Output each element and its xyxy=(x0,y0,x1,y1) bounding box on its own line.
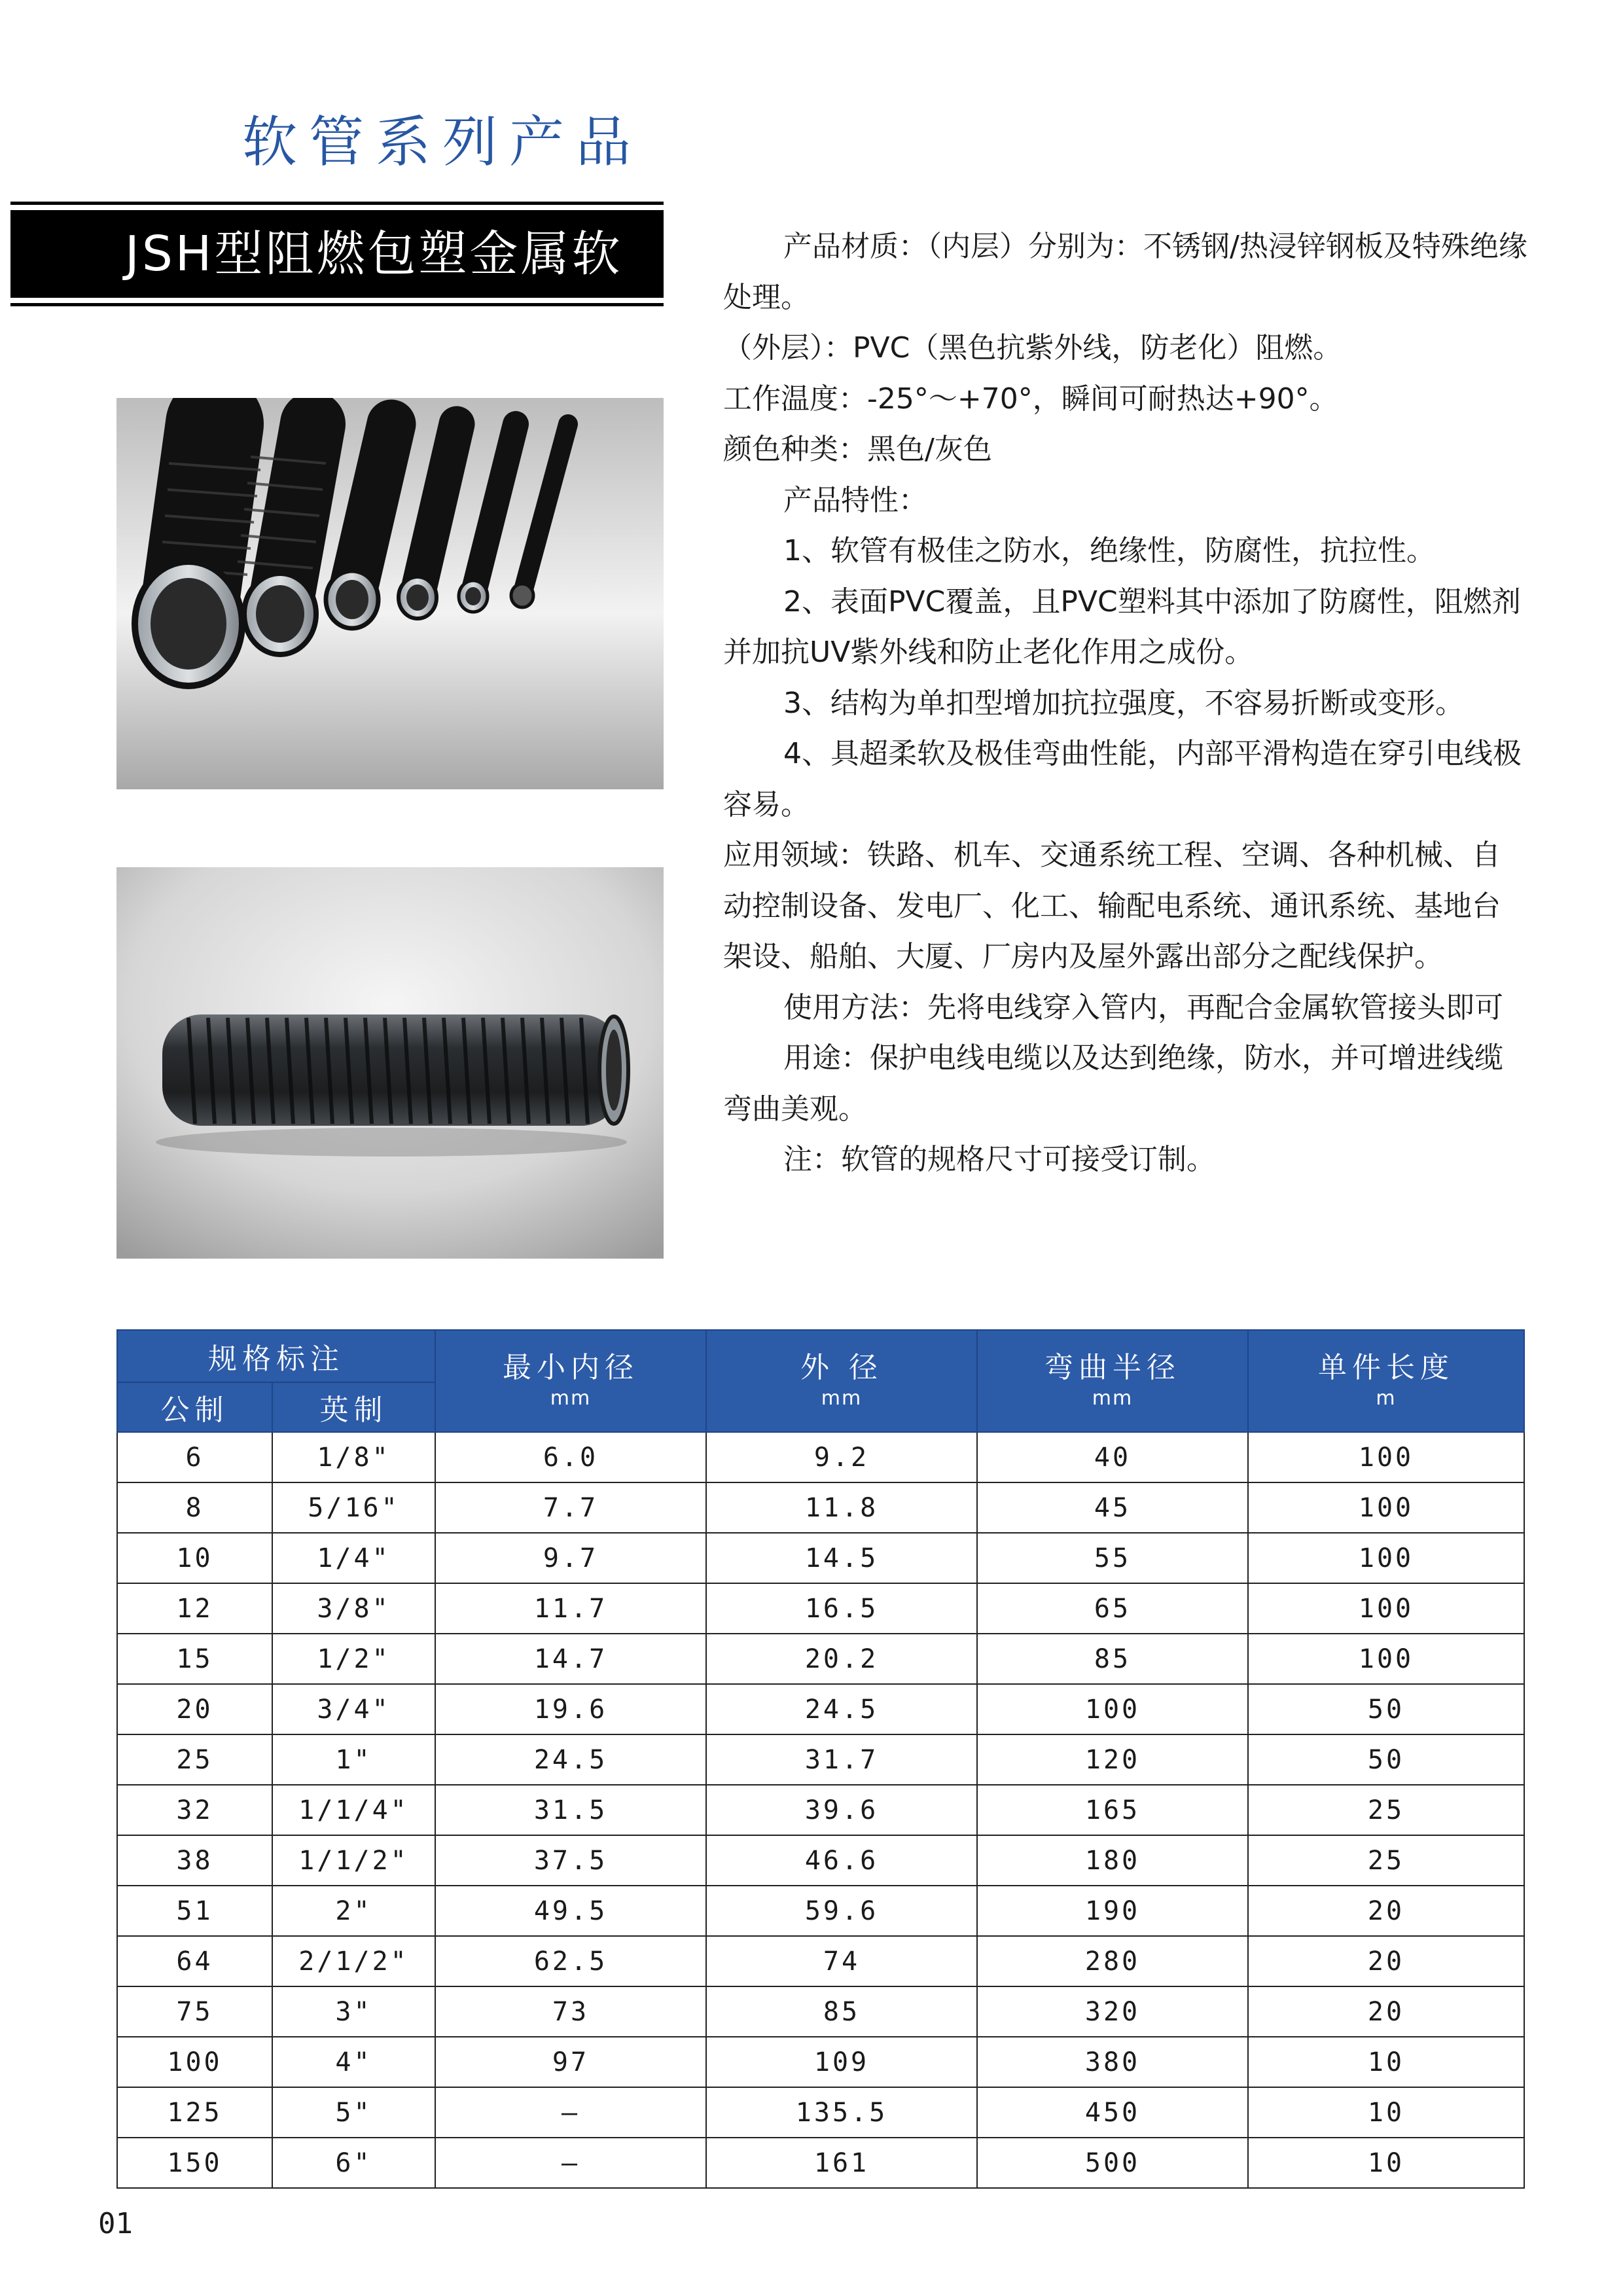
table-row xyxy=(117,2087,1524,2138)
cell-min-inner: 6.0 xyxy=(435,1432,706,1482)
cell-length: 25 xyxy=(1248,1835,1524,1886)
cell-metric: 150 xyxy=(117,2138,272,2188)
table-row xyxy=(117,1734,1524,1785)
cell-outer: 9.2 xyxy=(706,1432,977,1482)
cell-imperial: 1/4" xyxy=(272,1533,435,1583)
desc-material: 产品材质：（内层）分别为：不锈钢/热浸锌钢板及特殊绝缘处理。 xyxy=(723,230,1527,314)
header-imperial: 英制 xyxy=(272,1382,435,1432)
table-row xyxy=(117,1634,1524,1684)
desc-outer-layer: （外层）：PVC（黑色抗紫外线，防老化）阻燃。 xyxy=(723,331,1342,365)
header-outer: 外 径 mm xyxy=(706,1330,977,1432)
table-row xyxy=(117,1482,1524,1533)
cell-min-inner: 11.7 xyxy=(435,1583,706,1634)
cell-bend: 320 xyxy=(977,1986,1248,2037)
desc-note: 注：软管的规格尺寸可接受订制。 xyxy=(783,1143,1215,1176)
cell-metric: 32 xyxy=(117,1785,272,1835)
cell-length: 100 xyxy=(1248,1634,1524,1684)
cell-imperial: 3" xyxy=(272,1986,435,2037)
desc-feature-2: 2、表面PVC覆盖，且PVC塑料其中添加了防腐性，阻燃剂并加抗UV紫外线和防止老化作用之成份。 xyxy=(723,584,1521,669)
cell-outer: 14.5 xyxy=(706,1533,977,1583)
desc-color: 颜色种类：黑色/灰色 xyxy=(723,433,992,466)
cell-min-inner: 19.6 xyxy=(435,1684,706,1734)
cell-bend: 165 xyxy=(977,1785,1248,1835)
product-description xyxy=(723,221,1528,1185)
desc-feature-1: 1、软管有极佳之防水，绝缘性，防腐性，抗拉性。 xyxy=(783,534,1435,567)
cell-imperial: 5" xyxy=(272,2087,435,2138)
table-row xyxy=(117,1684,1524,1734)
table-row xyxy=(117,2037,1524,2087)
cell-outer: 85 xyxy=(706,1986,977,2037)
cell-metric: 12 xyxy=(117,1583,272,1634)
header-min-inner: 最小内径 mm xyxy=(435,1330,706,1432)
header-metric: 公制 xyxy=(117,1382,272,1432)
product-title: JSH型阻燃包塑金属软管 xyxy=(10,210,664,298)
desc-features-title: 产品特性： xyxy=(783,483,927,517)
cell-imperial: 1/8" xyxy=(272,1432,435,1482)
cell-min-inner: 37.5 xyxy=(435,1835,706,1886)
desc-feature-4: 4、具超柔软及极佳弯曲性能，内部平滑构造在穿引电线极容易。 xyxy=(723,737,1522,821)
cell-length: 100 xyxy=(1248,1533,1524,1583)
table-row xyxy=(117,1986,1524,2037)
cell-bend: 380 xyxy=(977,2037,1248,2087)
desc-feature-3: 3、结构为单扣型增加抗拉强度，不容易折断或变形。 xyxy=(783,686,1464,720)
cell-outer: 20.2 xyxy=(706,1634,977,1684)
cell-outer: 11.8 xyxy=(706,1482,977,1533)
cell-min-inner: 14.7 xyxy=(435,1634,706,1684)
cell-imperial: 1/1/2" xyxy=(272,1835,435,1886)
cell-metric: 38 xyxy=(117,1835,272,1886)
desc-applications: 应用领域：铁路、机车、交通系统工程、空调、各种机械、自动控制设备、发电厂、化工、输配电系统、通讯系统、基地台架设、船舶、大厦、厂房内及屋外露出部分之配线保护。 xyxy=(723,838,1501,973)
cell-length: 100 xyxy=(1248,1432,1524,1482)
spec-table xyxy=(116,1329,1525,2189)
product-photo-assortment xyxy=(116,398,664,789)
cell-metric: 15 xyxy=(117,1634,272,1684)
table-row xyxy=(117,1583,1524,1634)
cell-min-inner: 73 xyxy=(435,1986,706,2037)
cell-metric: 20 xyxy=(117,1684,272,1734)
cell-metric: 64 xyxy=(117,1936,272,1986)
cell-min-inner: 7.7 xyxy=(435,1482,706,1533)
cell-length: 50 xyxy=(1248,1734,1524,1785)
cell-imperial: 1/2" xyxy=(272,1634,435,1684)
table-row xyxy=(117,1533,1524,1583)
cell-min-inner: 62.5 xyxy=(435,1936,706,1986)
cell-min-inner: 49.5 xyxy=(435,1886,706,1936)
cell-metric: 10 xyxy=(117,1533,272,1583)
cell-outer: 39.6 xyxy=(706,1785,977,1835)
desc-purpose: 用途：保护电线电缆以及达到绝缘，防水，并可增进线缆弯曲美观。 xyxy=(723,1041,1503,1126)
cell-bend: 190 xyxy=(977,1886,1248,1936)
cell-outer: 109 xyxy=(706,2037,977,2087)
cell-outer: 135.5 xyxy=(706,2087,977,2138)
cell-metric: 25 xyxy=(117,1734,272,1785)
desc-temperature: 工作温度：-25°～+70°，瞬间可耐热达+90°。 xyxy=(723,382,1338,416)
cell-bend: 280 xyxy=(977,1936,1248,1986)
cell-outer: 24.5 xyxy=(706,1684,977,1734)
cell-metric: 100 xyxy=(117,2037,272,2087)
product-photo-closeup xyxy=(116,867,664,1259)
table-row xyxy=(117,1835,1524,1886)
cell-min-inner: — xyxy=(435,2138,706,2188)
cell-imperial: 3/8" xyxy=(272,1583,435,1634)
cell-imperial: 1" xyxy=(272,1734,435,1785)
cell-min-inner: 9.7 xyxy=(435,1533,706,1583)
cell-min-inner: — xyxy=(435,2087,706,2138)
cell-bend: 500 xyxy=(977,2138,1248,2188)
cell-outer: 31.7 xyxy=(706,1734,977,1785)
cell-bend: 85 xyxy=(977,1634,1248,1684)
table-row xyxy=(117,1785,1524,1835)
cell-length: 100 xyxy=(1248,1583,1524,1634)
cell-length: 10 xyxy=(1248,2138,1524,2188)
cell-metric: 51 xyxy=(117,1886,272,1936)
desc-usage: 使用方法：先将电线穿入管内，再配合金属软管接头即可 xyxy=(783,990,1503,1024)
cell-bend: 100 xyxy=(977,1684,1248,1734)
product-title-banner xyxy=(10,202,664,370)
header-length: 单件长度 m xyxy=(1248,1330,1524,1432)
cell-length: 20 xyxy=(1248,1986,1524,2037)
header-bend: 弯曲半径 mm xyxy=(977,1330,1248,1432)
cell-length: 20 xyxy=(1248,1886,1524,1936)
series-title: 软管系列产品 xyxy=(242,110,643,174)
cell-length: 100 xyxy=(1248,1482,1524,1533)
cell-metric: 125 xyxy=(117,2087,272,2138)
cell-bend: 45 xyxy=(977,1482,1248,1533)
cell-imperial: 2" xyxy=(272,1886,435,1936)
page-number: 01 xyxy=(98,2207,133,2240)
cell-outer: 74 xyxy=(706,1936,977,1986)
cell-bend: 180 xyxy=(977,1835,1248,1886)
cell-outer: 161 xyxy=(706,2138,977,2188)
cell-imperial: 4" xyxy=(272,2037,435,2087)
header-spec: 规格标注 xyxy=(117,1330,435,1382)
cell-bend: 40 xyxy=(977,1432,1248,1482)
cell-length: 20 xyxy=(1248,1936,1524,1986)
cell-metric: 6 xyxy=(117,1432,272,1482)
cell-length: 50 xyxy=(1248,1684,1524,1734)
cell-imperial: 2/1/2" xyxy=(272,1936,435,1986)
table-row xyxy=(117,1432,1524,1482)
table-row xyxy=(117,1886,1524,1936)
cell-bend: 55 xyxy=(977,1533,1248,1583)
cell-bend: 65 xyxy=(977,1583,1248,1634)
cell-outer: 59.6 xyxy=(706,1886,977,1936)
cell-outer: 46.6 xyxy=(706,1835,977,1886)
cell-imperial: 5/16" xyxy=(272,1482,435,1533)
cell-length: 10 xyxy=(1248,2037,1524,2087)
cell-outer: 16.5 xyxy=(706,1583,977,1634)
cell-metric: 8 xyxy=(117,1482,272,1533)
cell-length: 10 xyxy=(1248,2087,1524,2138)
cell-bend: 450 xyxy=(977,2087,1248,2138)
cell-imperial: 6" xyxy=(272,2138,435,2188)
cell-min-inner: 31.5 xyxy=(435,1785,706,1835)
cell-min-inner: 24.5 xyxy=(435,1734,706,1785)
cell-metric: 75 xyxy=(117,1986,272,2037)
spec-table-body xyxy=(117,1432,1524,2188)
cell-bend: 120 xyxy=(977,1734,1248,1785)
table-row xyxy=(117,2138,1524,2188)
cell-imperial: 3/4" xyxy=(272,1684,435,1734)
cell-min-inner: 97 xyxy=(435,2037,706,2087)
cell-length: 25 xyxy=(1248,1785,1524,1835)
table-row xyxy=(117,1936,1524,1986)
cell-imperial: 1/1/4" xyxy=(272,1785,435,1835)
